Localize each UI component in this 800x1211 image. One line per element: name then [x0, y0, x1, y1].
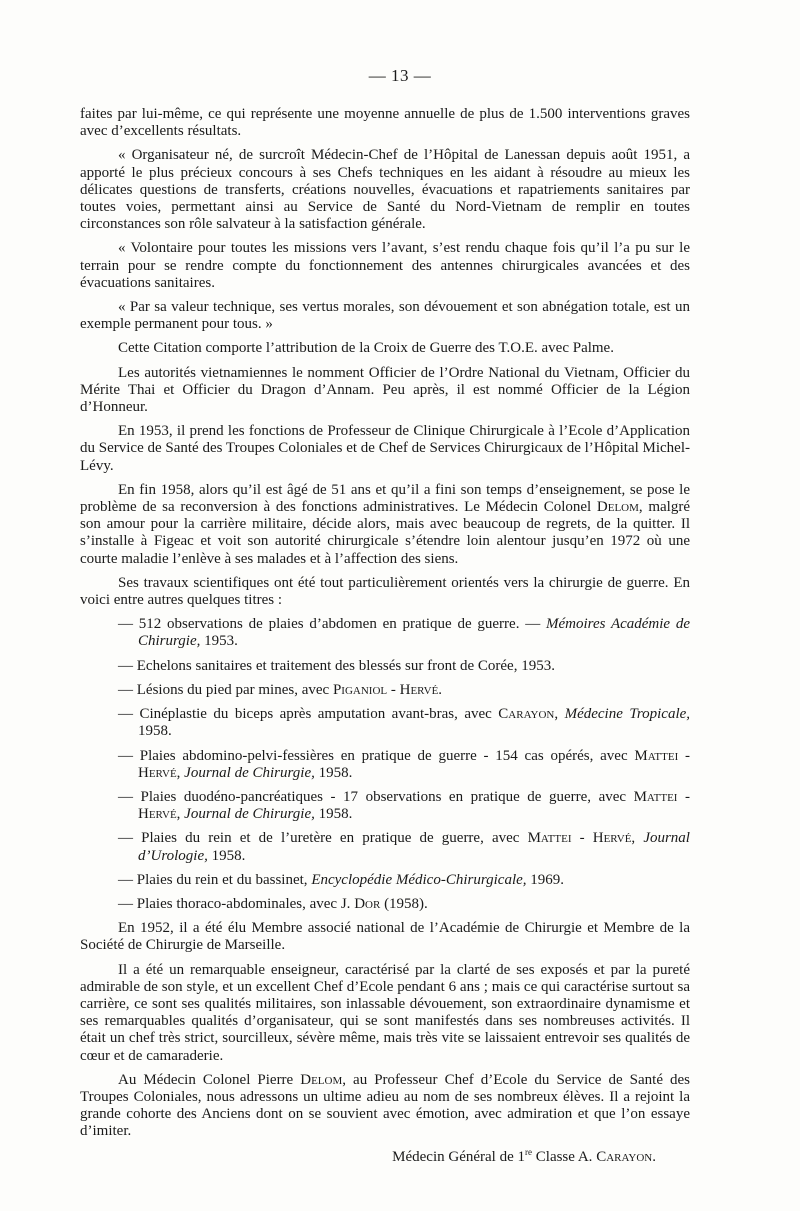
publication-title: Plaies thoraco-abdominales, avec J.: [136, 895, 351, 912]
publication-journal: Journal de Chirurgie,: [184, 764, 315, 781]
author-name: Delom,: [300, 1071, 346, 1088]
publication-year: 1958.: [318, 806, 353, 823]
publication-item: [80, 748, 690, 782]
signature: [80, 1146, 690, 1166]
list-dash: —: [118, 657, 133, 674]
list-dash: —: [118, 871, 133, 888]
tribute-paragraph: [80, 1072, 690, 1141]
signature-name: Carayon.: [596, 1148, 656, 1165]
list-dash: —: [118, 788, 133, 805]
publication-year: 1969.: [530, 871, 565, 888]
closing-paragraph: En 1952, il a été élu Membre associé national de l’Académie de Chirurgie et Membre de la Société de Chirurgie de Marseille.: [80, 920, 690, 954]
publication-authors: Mattei - Hervé,: [138, 788, 690, 823]
body-paragraph: Cette Citation comporte l’attribution de la Croix de Guerre des T.O.E. avec Palme.: [118, 340, 614, 357]
text-run: Au Médecin Colonel Pierre: [118, 1071, 301, 1088]
publication-title: Plaies duodéno-pancréatiques - 17 observations en pratique de guerre, avec: [140, 788, 627, 805]
publication-item: [80, 789, 690, 823]
paragraph-1958: [80, 482, 690, 568]
publication-title: Echelons sanitaires et traitement des blessés sur front de Corée, 1953.: [136, 657, 555, 674]
publication-item: [80, 658, 690, 675]
publication-authors: Mattei - Hervé,: [138, 747, 691, 781]
text-run: , malgré son amour pour la carrière militaire, décide alors, mais avec beaucoup de regrets, de la quitter. Il s’installe à Figeac et voit son autorité chirurgicale s’étendre loin alentour jusqu’en 1972 où une courte maladie l’enlève à ses malades et à l’affection des siens.: [80, 499, 690, 567]
publication-authors: Mattei - Hervé,: [527, 830, 636, 847]
publication-title: 512 observations de plaies d’abdomen en pratique de guerre. —: [138, 616, 541, 633]
intro-paragraph: faites par lui-même, ce qui représente une moyenne annuelle de plus de 1.500 interventions graves avec d’excellents résultats.: [80, 106, 690, 140]
publication-title: Plaies abdomino-pelvi-fessières en pratique de guerre - 154 cas opérés, avec: [139, 747, 628, 764]
citation-paragraph: « Par sa valeur technique, ses vertus morales, son dévouement et son abnégation totale, est un exemple permanent pour tous. »: [80, 299, 690, 333]
body-paragraph: Les autorités vietnamiennes le nomment Officier de l’Ordre National du Vietnam, Officier du Mérite Thai et Officier du Dragon d’Annam. Peu après, il est nommé Officier de la Légion d’Honneur.: [80, 364, 690, 416]
publication-authors: Carayon,: [498, 706, 559, 723]
publication-item: [80, 682, 690, 699]
publication-authors: Dor: [354, 895, 381, 912]
page-number: — 13 —: [368, 66, 432, 85]
publication-year: 1958.: [211, 847, 246, 864]
publication-title: Plaies du rein et du bassinet,: [136, 871, 308, 888]
text-run: au Professeur Chef d’Ecole du Service de Santé des Troupes Coloniales, nous adressons un ultime adieu au nom de ses nombreux élèves. Il a rejoint la grande cohorte des Anciens dont on se souvient avec émotion, avec admiration et que l’on essaye d’imiter.: [80, 1071, 691, 1140]
publication-title: Cinéplastie du biceps après amputation avant-bras, avec: [139, 706, 492, 723]
author-name: Delom: [596, 499, 639, 516]
publication-authors: Piganiol - Hervé.: [332, 681, 443, 698]
publication-year: (1958).: [384, 895, 428, 912]
list-dash: —: [118, 681, 133, 698]
closing-paragraph: Il a été un remarquable enseigneur, caractérisé par la clarté de ses exposés et par la pureté admirable de son style, et un excellent Chef d’Ecole pendant 6 ans ; mais ce qui caractérise surtout sa carrière, ce sont ses qualités militaires, son inlassable dévouement, son extraordinaire dynamisme et ses remarquables qualités d’organisateur, qui se sont manifestés dans ses nombreuses activités. Il était un chef très strict, sourcilleux, sévère même, mais très vite se laissaient entrevoir ses qualités de cœur et de camaraderie.: [80, 961, 690, 1064]
publication-item: [80, 616, 690, 650]
signature-rest: Classe A.: [532, 1148, 597, 1165]
list-dash: —: [118, 616, 133, 633]
body-text: [80, 106, 690, 1166]
publication-journal: Journal d’Urologie,: [138, 830, 690, 864]
publication-title: Plaies du rein et de l’uretère en pratique de guerre, avec: [141, 830, 520, 847]
publication-year: 1958.: [138, 723, 172, 740]
publication-item: [80, 872, 690, 889]
citation-paragraph: « Volontaire pour toutes les missions vers l’avant, s’est rendu chaque fois qu’il l’a pu sur le terrain pour se rendre compte du fonctionnement des antennes chirurgicales avancées et des évacuations sanitaires.: [80, 240, 690, 291]
citation-paragraph: « Organisateur né, de surcroît Médecin-Chef de l’Hôpital de Lanessan depuis août 1951, a apporté le plus précieux concours à ses Chefs techniques en les aidant à résoudre au mieux les délicates questions de transferts, créations nouvelles, évacuations et rapatriements sanitaires par toutes voies, permettant ainsi au Service de Santé du Nord-Vietnam de remplir en toutes circonstances son rôle salvateur à la satisfaction générale.: [80, 147, 690, 233]
body-paragraph: En 1953, il prend les fonctions de Professeur de Clinique Chirurgicale à l’Ecole d’Application du Service de Santé des Troupes Coloniales et de Chef de Services Chirurgicaux de l’Hôpital Michel-Lévy.: [80, 423, 691, 474]
publication-journal: Mémoires Académie de Chirurgie,: [138, 616, 691, 650]
list-dash: —: [118, 747, 133, 764]
text-run: En fin 1958, alors qu’il est âgé de 51 ans et qu’il a fini son temps d’enseignement, se pose le problème de sa reconversion à des fonctions administratives. Le Médecin Colonel: [80, 481, 690, 516]
signature-title: Médecin Général de 1: [392, 1148, 526, 1165]
publication-journal: Médecine Tropicale,: [564, 706, 691, 723]
works-intro: Ses travaux scientifiques ont été tout particulièrement orientés vers la chirurgie de guerre. En voici entre autres quelques titres :: [80, 574, 690, 609]
signature-ordinal: re: [525, 1146, 533, 1157]
publication-title: Lésions du pied par mines, avec: [136, 681, 330, 698]
publication-item: [80, 830, 690, 864]
publication-year: 1953.: [204, 633, 238, 650]
publication-year: 1958.: [318, 764, 353, 781]
publication-item: [80, 706, 690, 740]
publication-journal: Encyclopédie Médico-Chirurgicale,: [311, 871, 527, 888]
publication-journal: Journal de Chirurgie,: [184, 806, 315, 823]
publication-list: [80, 616, 690, 913]
list-dash: —: [118, 895, 133, 912]
publication-item: [80, 896, 690, 913]
list-dash: —: [118, 830, 133, 847]
list-dash: —: [118, 706, 133, 723]
